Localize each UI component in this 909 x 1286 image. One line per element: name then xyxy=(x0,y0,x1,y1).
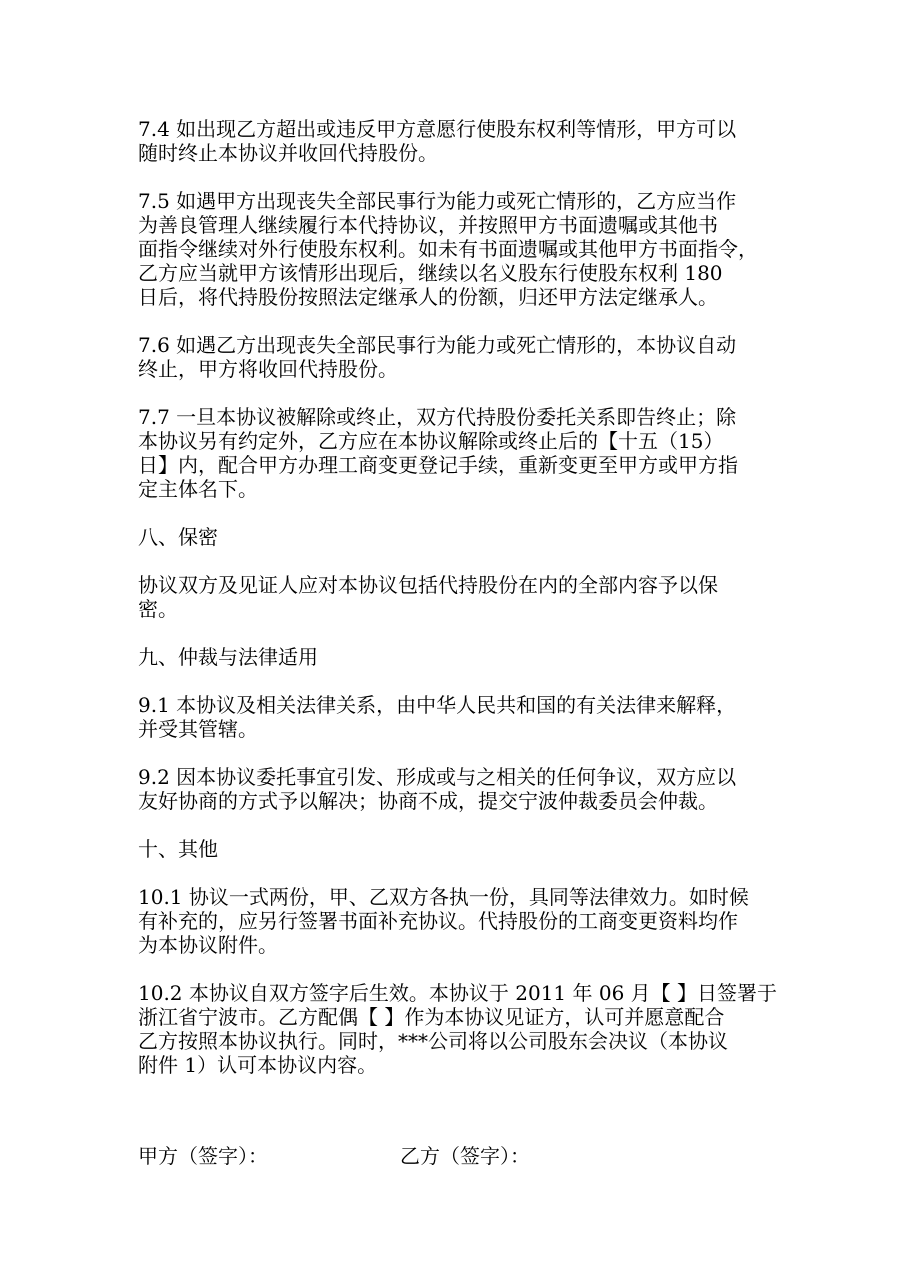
text-line: 9.2 因本协议委托事宜引发、形成或与之相关的任何争议，双方应以 xyxy=(138,765,737,789)
text-line: 协议双方及见证人应对本协议包括代持股份在内的全部内容予以保 xyxy=(138,573,718,597)
text-line: 7.5 如遇甲方出现丧失全部民事行为能力或死亡情形的，乙方应当作 xyxy=(138,189,737,213)
clause-7-7 xyxy=(138,405,778,501)
text-line: 7.7 一旦本协议被解除或终止，双方代持股份委托关系即告终止；除 xyxy=(138,405,737,429)
text-line: 乙方按照本协议执行。同时，***公司将以公司股东会决议（本协议 xyxy=(138,1029,728,1053)
heading-text: 八、保密 xyxy=(138,525,218,549)
heading-text: 九、仲裁与法律适用 xyxy=(138,645,318,669)
text-line: 10.1 协议一式两份，甲、乙双方各执一份，具同等法律效力。如时候 xyxy=(138,885,749,909)
clause-7-5 xyxy=(138,189,778,309)
section-heading-9 xyxy=(138,645,778,669)
heading-text: 十、其他 xyxy=(138,837,218,861)
clause-10-1 xyxy=(138,885,778,957)
text-line: 9.1 本协议及相关法律关系，由中华人民共和国的有关法律来解释， xyxy=(138,693,737,717)
text-line: 7.4 如出现乙方超出或违反甲方意愿行使股东权利等情形，甲方可以 xyxy=(138,117,737,141)
text-line: 密。 xyxy=(138,597,178,621)
section-heading-8 xyxy=(138,525,778,549)
text-line: 本协议另有约定外，乙方应在本协议解除或终止后的【十五（15） xyxy=(138,429,724,453)
text-line: 随时终止本协议并收回代持股份。 xyxy=(138,141,438,165)
party-b-signature-label: 乙方（签字）： xyxy=(400,1144,530,1168)
text-line: 友好协商的方式予以解决；协商不成，提交宁波仲裁委员会仲裁。 xyxy=(138,789,718,813)
text-line: 日】内，配合甲方办理工商变更登记手续，重新变更至甲方或甲方指 xyxy=(138,453,738,477)
text-line: 为本协议附件。 xyxy=(138,933,278,957)
text-line: 7.6 如遇乙方出现丧失全部民事行为能力或死亡情形的，本协议自动 xyxy=(138,333,737,357)
clause-10-2 xyxy=(138,981,778,1077)
party-a-signature-label: 甲方（签字）： xyxy=(138,1144,268,1168)
text-line: 有补充的，应另行签署书面补充协议。代持股份的工商变更资料均作 xyxy=(138,909,738,933)
clause-7-4 xyxy=(138,117,778,165)
text-line: 定主体名下。 xyxy=(138,477,258,501)
clause-9-2 xyxy=(138,765,778,813)
text-line: 并受其管辖。 xyxy=(138,717,258,741)
text-line: 面指令继续对外行使股东权利。如未有书面遗嘱或其他甲方书面指令， xyxy=(138,237,758,261)
text-line: 终止，甲方将收回代持股份。 xyxy=(138,357,398,381)
text-line: 浙江省宁波市。乙方配偶【 】作为本协议见证方，认可并愿意配合 xyxy=(138,1005,725,1029)
text-line: 附件 1）认可本协议内容。 xyxy=(138,1053,378,1077)
text-line: 乙方应当就甲方该情形出现后，继续以名义股东行使股东权利 180 xyxy=(138,261,723,285)
document-body xyxy=(138,117,778,1101)
clause-7-6 xyxy=(138,333,778,381)
text-line: 日后，将代持股份按照法定继承人的份额，归还甲方法定继承人。 xyxy=(138,285,718,309)
clause-9-1 xyxy=(138,693,778,741)
text-line: 为善良管理人继续履行本代持协议，并按照甲方书面遗嘱或其他书 xyxy=(138,213,718,237)
text-line: 10.2 本协议自双方签字后生效。本协议于 2011 年 06 月【 】日签署于 xyxy=(138,981,778,1005)
clause-8 xyxy=(138,573,778,621)
section-heading-10 xyxy=(138,837,778,861)
